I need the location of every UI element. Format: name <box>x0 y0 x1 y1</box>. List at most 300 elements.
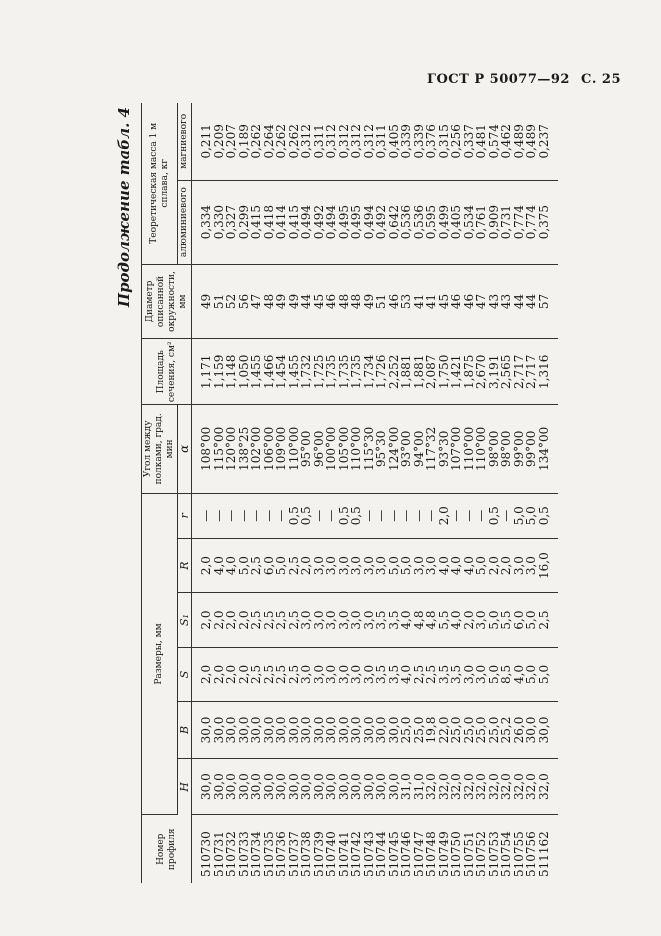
table-row <box>525 103 538 883</box>
cell-S: 2,0 <box>238 647 251 701</box>
cell-H: 32,0 <box>463 758 476 815</box>
cell-mass-al: 0,495 <box>338 180 351 264</box>
cell-S1: 3,0 <box>313 593 326 647</box>
cell-angle: 115°30 <box>363 405 376 493</box>
cell-S: 3,5 <box>375 647 388 701</box>
cell-r: — <box>275 493 288 538</box>
cell-area: 2,670 <box>475 339 488 405</box>
cell-B: 25,0 <box>463 702 476 759</box>
cell-angle: 96°00 <box>313 405 326 493</box>
cell-R: 4,0 <box>450 538 463 592</box>
cell-H: 30,0 <box>192 758 213 815</box>
header-B: B <box>178 702 192 759</box>
cell-S: 3,0 <box>350 647 363 701</box>
cell-mass-al: 0,415 <box>250 180 263 264</box>
rotated-table-block <box>115 103 551 883</box>
cell-S1: 2,5 <box>288 593 301 647</box>
cell-r: 0,5 <box>288 493 301 538</box>
cell-diameter: 49 <box>363 264 376 339</box>
cell-H: 32,0 <box>425 758 438 815</box>
table-row <box>538 103 559 883</box>
cell-S1: 5,0 <box>488 593 501 647</box>
cell-H: 30,0 <box>388 758 401 815</box>
cell-mass-mg: 0,312 <box>325 103 338 180</box>
cell-mass-mg: 0,264 <box>263 103 276 180</box>
table-row <box>192 103 213 883</box>
cell-B: 25,0 <box>488 702 501 759</box>
cell-profile-no: 510755 <box>511 831 526 877</box>
cell-diameter: 52 <box>225 264 238 339</box>
cell-S1: 3,0 <box>325 593 338 647</box>
cell-R: 3,0 <box>363 538 376 592</box>
cell-angle: 117°32 <box>425 405 438 493</box>
cell-diameter: 48 <box>338 264 351 339</box>
cell-S1: 3,5 <box>375 593 388 647</box>
cell-R: 2,5 <box>288 538 301 592</box>
cell-angle: 105°00 <box>338 405 351 493</box>
header-row-2 <box>178 103 192 883</box>
cell-B: 30,0 <box>375 702 388 759</box>
cell-S1: 2,5 <box>538 593 559 647</box>
cell-mass-mg: 0,339 <box>400 103 413 180</box>
cell-profile-no: 511162 <box>536 831 551 877</box>
cell-S: 2,5 <box>263 647 276 701</box>
cell-B: 30,0 <box>525 702 538 759</box>
cell-S1: 2,5 <box>263 593 276 647</box>
cell-profile-no: 510743 <box>361 831 376 877</box>
table-row <box>400 103 413 883</box>
cell-mass-mg: 0,574 <box>488 103 501 180</box>
cell-R: 4,0 <box>225 538 238 592</box>
cell-diameter: 44 <box>300 264 313 339</box>
cell-R: 3,0 <box>513 538 526 592</box>
cell-B: 25,0 <box>475 702 488 759</box>
cell-S: 3,0 <box>325 647 338 701</box>
cell-S: 2,5 <box>413 647 426 701</box>
cell-angle: 108°00 <box>192 405 213 493</box>
cell-profile-no: 510732 <box>224 831 238 877</box>
cell-mass-mg: 0,339 <box>413 103 426 180</box>
cell-mass-mg: 0,462 <box>500 103 513 180</box>
cell-H: 32,0 <box>500 758 513 815</box>
cell-S: 3,0 <box>463 647 476 701</box>
table-row <box>475 103 488 883</box>
cell-r: 0,5 <box>538 493 559 538</box>
cell-area: 1,148 <box>225 339 238 405</box>
cell-diameter: 44 <box>525 264 538 339</box>
cell-S: 2,5 <box>288 647 301 701</box>
cell-diameter: 46 <box>463 264 476 339</box>
cell-S: 3,0 <box>475 647 488 701</box>
cell-mass-al: 0,299 <box>238 180 251 264</box>
header-mass-al: алюминиевого <box>178 180 192 264</box>
cell-area: 1,881 <box>413 339 426 405</box>
cell-R: 2,0 <box>192 538 213 592</box>
cell-r: — <box>450 493 463 538</box>
header-r: r <box>178 493 192 538</box>
cell-r: — <box>475 493 488 538</box>
cell-angle: 110°00 <box>463 405 476 493</box>
cell-area: 1,454 <box>275 339 288 405</box>
cell-area: 1,875 <box>463 339 476 405</box>
cell-mass-al: 0,405 <box>450 180 463 264</box>
cell-r: — <box>225 493 238 538</box>
header-S: S <box>178 647 192 701</box>
cell-diameter: 45 <box>438 264 451 339</box>
cell-R: 2,0 <box>488 538 501 592</box>
cell-H: 30,0 <box>363 758 376 815</box>
cell-angle: 138°25 <box>238 405 251 493</box>
cell-area: 2,252 <box>388 339 401 405</box>
cell-diameter: 51 <box>213 264 226 339</box>
cell-mass-mg: 0,312 <box>338 103 351 180</box>
cell-area: 1,735 <box>325 339 338 405</box>
cell-angle: 99°00 <box>525 405 538 493</box>
cell-area: 1,750 <box>438 339 451 405</box>
cell-S1: 2,0 <box>225 593 238 647</box>
cell-S: 2,5 <box>275 647 288 701</box>
cell-diameter: 48 <box>350 264 363 339</box>
cell-mass-mg: 0,189 <box>238 103 251 180</box>
cell-profile-no: 510730 <box>199 831 213 877</box>
cell-B: 30,0 <box>192 702 213 759</box>
page-header <box>421 72 621 87</box>
cell-area: 1,726 <box>375 339 388 405</box>
cell-S: 4,0 <box>400 647 413 701</box>
cell-area: 1,171 <box>192 339 213 405</box>
cell-profile-no: 510734 <box>249 831 263 877</box>
cell-mass-al: 0,418 <box>263 180 276 264</box>
cell-R: 16,0 <box>538 538 559 592</box>
cell-profile-no: 510738 <box>299 831 313 877</box>
cell-r: — <box>500 493 513 538</box>
cell-S1: 3,0 <box>300 593 313 647</box>
cell-S: 3,0 <box>313 647 326 701</box>
cell-mass-mg: 0,312 <box>363 103 376 180</box>
cell-S1: 2,0 <box>238 593 251 647</box>
cell-mass-al: 0,495 <box>350 180 363 264</box>
cell-mass-mg: 0,312 <box>300 103 313 180</box>
table-row <box>450 103 463 883</box>
header-R: R <box>178 538 192 592</box>
cell-diameter: 46 <box>450 264 463 339</box>
cell-B: 30,0 <box>338 702 351 759</box>
cell-H: 32,0 <box>513 758 526 815</box>
cell-B: 25,0 <box>450 702 463 759</box>
cell-diameter: 56 <box>238 264 251 339</box>
cell-S1: 4,0 <box>400 593 413 647</box>
cell-r: — <box>388 493 401 538</box>
cell-area: 1,466 <box>263 339 276 405</box>
cell-area: 1,725 <box>313 339 326 405</box>
cell-R: 5,0 <box>388 538 401 592</box>
cell-area: 1,050 <box>238 339 251 405</box>
cell-S1: 4,8 <box>425 593 438 647</box>
cell-area: 1,732 <box>300 339 313 405</box>
cell-r: — <box>263 493 276 538</box>
cell-mass-mg: 0,312 <box>350 103 363 180</box>
cell-B: 19,8 <box>425 702 438 759</box>
cell-diameter: 49 <box>275 264 288 339</box>
cell-diameter: 47 <box>475 264 488 339</box>
cell-r: — <box>400 493 413 538</box>
cell-S1: 5,0 <box>525 593 538 647</box>
cell-mass-mg: 0,489 <box>525 103 538 180</box>
cell-profile-no: 510749 <box>436 831 451 877</box>
cell-S: 4,0 <box>513 647 526 701</box>
cell-mass-mg: 0,337 <box>463 103 476 180</box>
header-mass-mg: магниевого <box>178 103 192 180</box>
table-row <box>425 103 438 883</box>
cell-mass-al: 0,595 <box>425 180 438 264</box>
cell-r: — <box>313 493 326 538</box>
cell-R: 3,0 <box>350 538 363 592</box>
cell-r: 5,0 <box>525 493 538 538</box>
cell-H: 32,0 <box>525 758 538 815</box>
cell-area: 3,191 <box>488 339 501 405</box>
cell-B: 22,0 <box>438 702 451 759</box>
cell-area: 1,455 <box>250 339 263 405</box>
cell-S: 3,5 <box>388 647 401 701</box>
cell-H: 31,0 <box>413 758 426 815</box>
cell-S1: 4,0 <box>450 593 463 647</box>
cell-r: 0,5 <box>338 493 351 538</box>
cell-B: 30,0 <box>238 702 251 759</box>
cell-mass-al: 0,415 <box>288 180 301 264</box>
cell-mass-al: 0,330 <box>213 180 226 264</box>
cell-B: 25,0 <box>413 702 426 759</box>
cell-S1: 3,0 <box>350 593 363 647</box>
cell-R: 2,0 <box>500 538 513 592</box>
cell-area: 2,717 <box>525 339 538 405</box>
cell-mass-al: 0,642 <box>388 180 401 264</box>
header-S1: S₁ <box>178 593 192 647</box>
cell-diameter: 44 <box>513 264 526 339</box>
cell-diameter: 43 <box>488 264 501 339</box>
cell-R: 2,0 <box>300 538 313 592</box>
cell-B: 30,0 <box>275 702 288 759</box>
header-alpha: α <box>178 405 192 493</box>
cell-S1: 3,0 <box>475 593 488 647</box>
cell-angle: 99°00 <box>513 405 526 493</box>
cell-angle: 120°00 <box>225 405 238 493</box>
header-row-1 <box>142 103 178 883</box>
cell-mass-al: 0,774 <box>513 180 526 264</box>
table-row <box>275 103 288 883</box>
cell-R: 5,0 <box>400 538 413 592</box>
cell-angle: 110°00 <box>475 405 488 493</box>
cell-mass-al: 0,414 <box>275 180 288 264</box>
cell-area: 1,455 <box>288 339 301 405</box>
cell-mass-mg: 0,311 <box>375 103 388 180</box>
cell-angle: 110°00 <box>288 405 301 493</box>
table-body <box>192 103 559 883</box>
cell-profile-no: 510753 <box>486 831 501 877</box>
cell-mass-al: 0,375 <box>538 180 559 264</box>
cell-angle: 94°00 <box>413 405 426 493</box>
header-mass: Теоретическая масса 1 м сплава, кг <box>142 103 178 264</box>
cell-mass-mg: 0,256 <box>450 103 463 180</box>
cell-B: 30,0 <box>388 702 401 759</box>
cell-mass-al: 0,499 <box>438 180 451 264</box>
cell-r: — <box>213 493 226 538</box>
cell-r: 5,0 <box>513 493 526 538</box>
cell-R: 3,0 <box>313 538 326 592</box>
cell-mass-al: 0,492 <box>375 180 388 264</box>
cell-diameter: 43 <box>500 264 513 339</box>
cell-S: 2,5 <box>250 647 263 701</box>
cell-angle: 102°00 <box>250 405 263 493</box>
standard-number: ГОСТ Р 50077—92 <box>427 72 570 87</box>
cell-R: 5,0 <box>238 538 251 592</box>
cell-r: 0,5 <box>300 493 313 538</box>
cell-area: 1,316 <box>538 339 559 405</box>
cell-angle: 98°00 <box>500 405 513 493</box>
cell-H: 30,0 <box>325 758 338 815</box>
cell-R: 6,0 <box>263 538 276 592</box>
cell-angle: 134°00 <box>538 405 559 493</box>
cell-S1: 2,5 <box>250 593 263 647</box>
cell-area: 1,735 <box>350 339 363 405</box>
cell-mass-al: 0,909 <box>488 180 501 264</box>
cell-mass-al: 0,731 <box>500 180 513 264</box>
cell-mass-al: 0,492 <box>313 180 326 264</box>
cell-H: 30,0 <box>263 758 276 815</box>
cell-mass-mg: 0,237 <box>538 103 559 180</box>
cell-diameter: 41 <box>413 264 426 339</box>
cell-S: 3,0 <box>363 647 376 701</box>
cell-R: 2,5 <box>250 538 263 592</box>
cell-S: 3,0 <box>300 647 313 701</box>
cell-mass-mg: 0,207 <box>225 103 238 180</box>
cell-diameter: 46 <box>388 264 401 339</box>
cell-S1: 2,0 <box>192 593 213 647</box>
header-area: Площадь сечения, см² <box>142 339 192 405</box>
cell-r: — <box>325 493 338 538</box>
cell-mass-mg: 0,262 <box>275 103 288 180</box>
cell-mass-mg: 0,262 <box>288 103 301 180</box>
cell-diameter: 53 <box>400 264 413 339</box>
cell-diameter: 49 <box>288 264 301 339</box>
cell-S1: 4,8 <box>413 593 426 647</box>
cell-B: 30,0 <box>363 702 376 759</box>
cell-mass-al: 0,327 <box>225 180 238 264</box>
cell-B: 30,0 <box>213 702 226 759</box>
header-H: H <box>178 758 192 815</box>
cell-mass-mg: 0,211 <box>192 103 213 180</box>
header-angle: Угол между полками, град. мин <box>142 405 178 493</box>
cell-angle: 110°00 <box>350 405 363 493</box>
cell-S: 2,0 <box>213 647 226 701</box>
cell-S1: 2,0 <box>213 593 226 647</box>
cell-area: 2,717 <box>513 339 526 405</box>
cell-mass-al: 0,334 <box>192 180 213 264</box>
cell-H: 32,0 <box>488 758 501 815</box>
cell-diameter: 48 <box>263 264 276 339</box>
cell-area: 1,159 <box>213 339 226 405</box>
cell-B: 30,0 <box>313 702 326 759</box>
cell-R: 3,0 <box>338 538 351 592</box>
cell-r: — <box>425 493 438 538</box>
cell-S: 5,0 <box>525 647 538 701</box>
cell-angle: 107°00 <box>450 405 463 493</box>
table-row <box>350 103 363 883</box>
cell-profile-no: 510736 <box>274 831 288 877</box>
cell-H: 30,0 <box>375 758 388 815</box>
cell-H: 30,0 <box>350 758 363 815</box>
cell-S1: 2,0 <box>463 593 476 647</box>
cell-S1: 2,5 <box>275 593 288 647</box>
cell-S1: 6,0 <box>513 593 526 647</box>
cell-mass-al: 0,494 <box>325 180 338 264</box>
cell-H: 30,0 <box>213 758 226 815</box>
cell-angle: 124°00 <box>388 405 401 493</box>
cell-angle: 115°00 <box>213 405 226 493</box>
cell-R: 4,0 <box>213 538 226 592</box>
cell-diameter: 57 <box>538 264 559 339</box>
cell-mass-mg: 0,405 <box>388 103 401 180</box>
cell-r: — <box>463 493 476 538</box>
cell-angle: 100°00 <box>325 405 338 493</box>
cell-H: 30,0 <box>288 758 301 815</box>
cell-H: 32,0 <box>438 758 451 815</box>
cell-profile-no: 510742 <box>349 831 363 877</box>
cell-r: — <box>413 493 426 538</box>
cell-R: 4,0 <box>463 538 476 592</box>
cell-R: 3,0 <box>425 538 438 592</box>
cell-mass-mg: 0,311 <box>313 103 326 180</box>
cell-profile-no: 510756 <box>524 831 538 877</box>
cell-r: 2,0 <box>438 493 451 538</box>
table-row <box>375 103 388 883</box>
cell-diameter: 41 <box>425 264 438 339</box>
cell-area: 2,565 <box>500 339 513 405</box>
cell-H: 30,0 <box>338 758 351 815</box>
header-profile-no: Номер профиля <box>142 815 192 883</box>
cell-profile-no: 510747 <box>411 831 426 877</box>
cell-mass-mg: 0,315 <box>438 103 451 180</box>
cell-mass-al: 0,534 <box>463 180 476 264</box>
cell-H: 31,0 <box>400 758 413 815</box>
cell-B: 26,0 <box>513 702 526 759</box>
cell-S1: 3,0 <box>363 593 376 647</box>
cell-area: 1,421 <box>450 339 463 405</box>
cell-profile-no: 510748 <box>424 831 438 877</box>
cell-mass-mg: 0,376 <box>425 103 438 180</box>
cell-S: 2,0 <box>192 647 213 701</box>
cell-B: 30,0 <box>263 702 276 759</box>
cell-angle: 95°30 <box>375 405 388 493</box>
cell-mass-mg: 0,262 <box>250 103 263 180</box>
cell-S: 5,0 <box>538 647 559 701</box>
cell-B: 30,0 <box>300 702 313 759</box>
cell-profile-no: 510744 <box>374 831 388 877</box>
cell-R: 3,0 <box>525 538 538 592</box>
cell-profile-no: 510751 <box>461 831 476 877</box>
cell-profile-no: 510731 <box>211 831 226 877</box>
cell-profile-no: 510735 <box>261 831 276 877</box>
cell-mass-al: 0,494 <box>300 180 313 264</box>
cell-S: 2,0 <box>225 647 238 701</box>
cell-mass-mg: 0,209 <box>213 103 226 180</box>
cell-R: 5,0 <box>475 538 488 592</box>
cell-angle: 106°00 <box>263 405 276 493</box>
profile-table <box>141 103 558 883</box>
cell-S1: 3,0 <box>338 593 351 647</box>
cell-r: — <box>250 493 263 538</box>
cell-H: 30,0 <box>250 758 263 815</box>
cell-B: 30,0 <box>250 702 263 759</box>
